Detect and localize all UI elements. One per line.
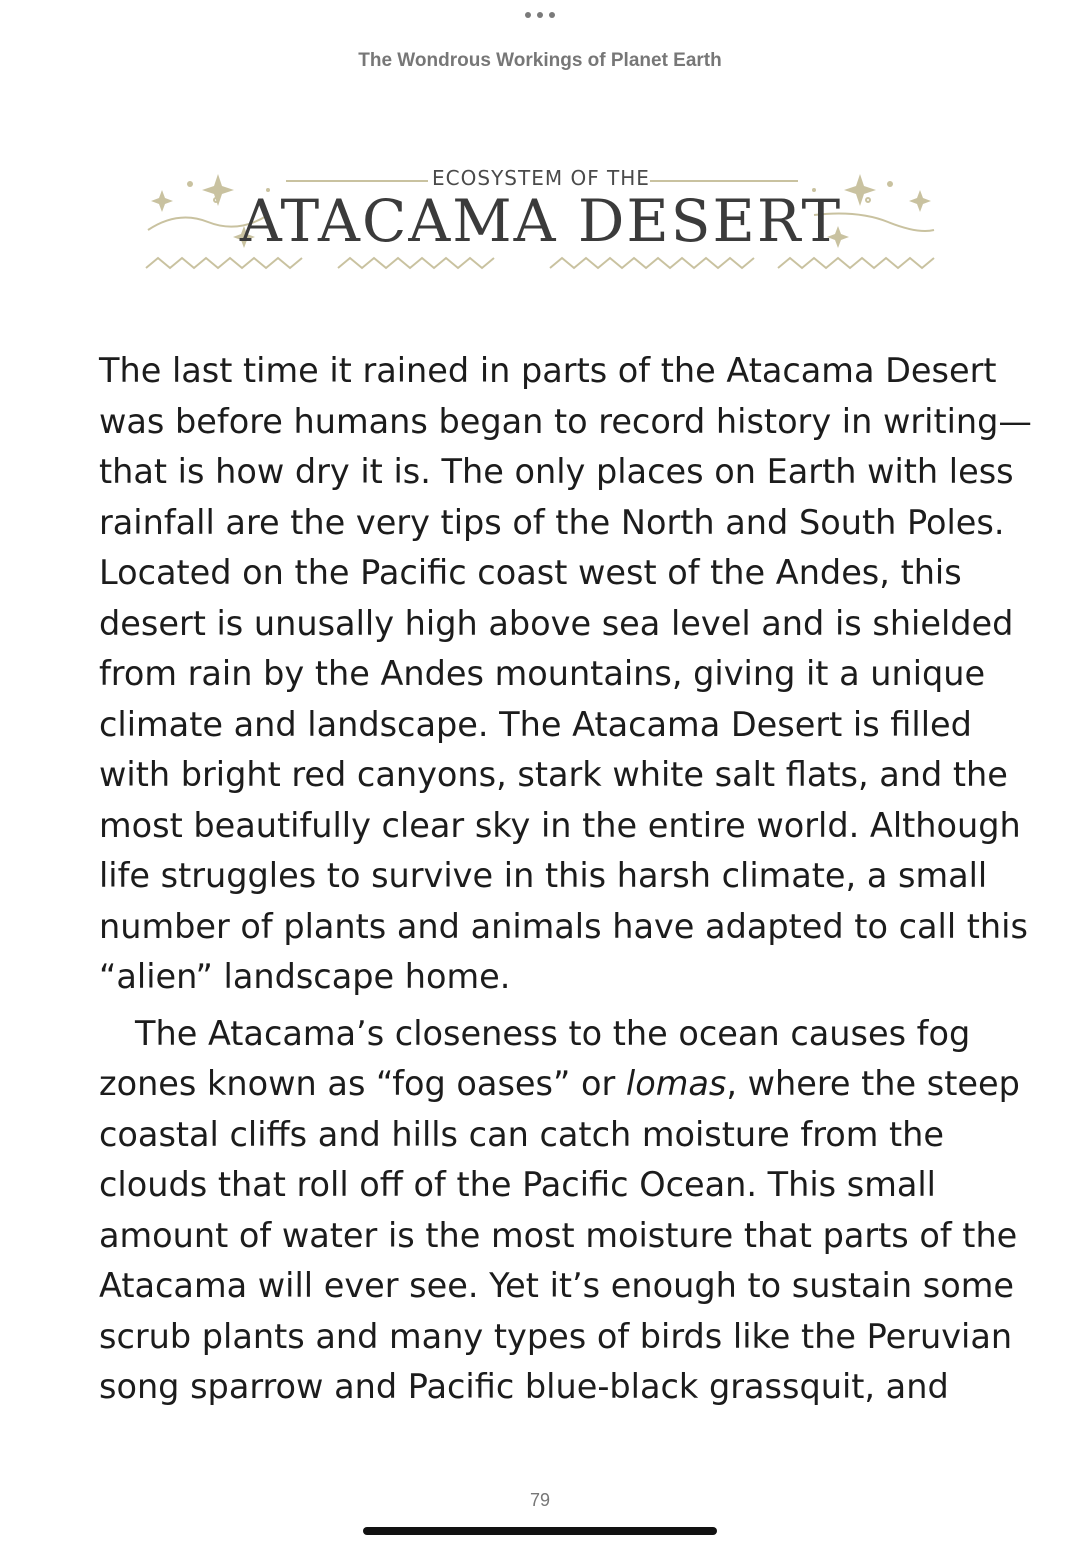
- text-line: from rain by the Andes mountains, giving it a unique: [99, 654, 986, 693]
- text-line: most beautifully clear sky in the entire world. Although: [99, 805, 1021, 845]
- text-line: song sparrow and Pacific blue-black grassquit, and: [99, 1367, 949, 1406]
- text-line: was before humans began to record history in writing—: [99, 401, 1032, 441]
- text-line: “alien” landscape home.: [99, 957, 511, 996]
- more-options-icon[interactable]: [525, 7, 555, 23]
- text-line: clouds that roll off of the Pacific Ocean. This small: [99, 1165, 936, 1204]
- text-line: [99, 1059, 1020, 1110]
- paragraph-2: [99, 1009, 1020, 1413]
- text-line: scrub plants and many types of birds like the Peruvian: [99, 1316, 1013, 1356]
- book-title: The Wondrous Workings of Planet Earth: [358, 50, 722, 71]
- text-line: The Atacama’s closeness to the ocean causes fog: [135, 1013, 971, 1053]
- text-line: Atacama will ever see. Yet it’s enough to sustain some: [99, 1266, 1014, 1305]
- chapter-title: ATACAMA DESERT: [239, 187, 843, 255]
- text-line: number of plants and animals have adapted to call this: [99, 906, 1028, 946]
- dot: [525, 12, 531, 18]
- text-line: with bright red canyons, stark white salt flats, and the: [99, 755, 1008, 794]
- dot: [549, 12, 555, 18]
- text-segment: , where the steep: [726, 1064, 1020, 1103]
- text-line: that is how dry it is. The only places on Earth with less: [99, 452, 1014, 491]
- text-line: climate and landscape. The Atacama Desert is filled: [99, 704, 972, 744]
- text-line: rainfall are the very tips of the North and South Poles.: [99, 502, 1005, 542]
- text-line: desert is unusally high above sea level and is shielded: [99, 603, 1014, 643]
- dot: [537, 12, 543, 18]
- text-line: amount of water is the most moisture that parts of the: [99, 1215, 1018, 1255]
- chapter-header-art: [138, 160, 944, 285]
- text-line: The last time it rained in parts of the Atacama Desert: [99, 351, 997, 390]
- text-line: Located on the Pacific coast west of the Andes, this: [99, 553, 962, 592]
- paragraph-1: [99, 346, 1032, 1003]
- italic-term: lomas: [625, 1064, 727, 1103]
- page-number: 79: [529, 1490, 551, 1510]
- home-indicator[interactable]: [363, 1527, 717, 1535]
- text-line: life struggles to survive in this harsh climate, a small: [99, 856, 988, 895]
- page-body: [99, 346, 1032, 1413]
- text-line: coastal cliffs and hills can catch moisture from the: [99, 1114, 945, 1154]
- chapter-subtitle: ECOSYSTEM OF THE: [432, 166, 650, 190]
- text-segment: zones known as “fog oases” or: [99, 1064, 626, 1103]
